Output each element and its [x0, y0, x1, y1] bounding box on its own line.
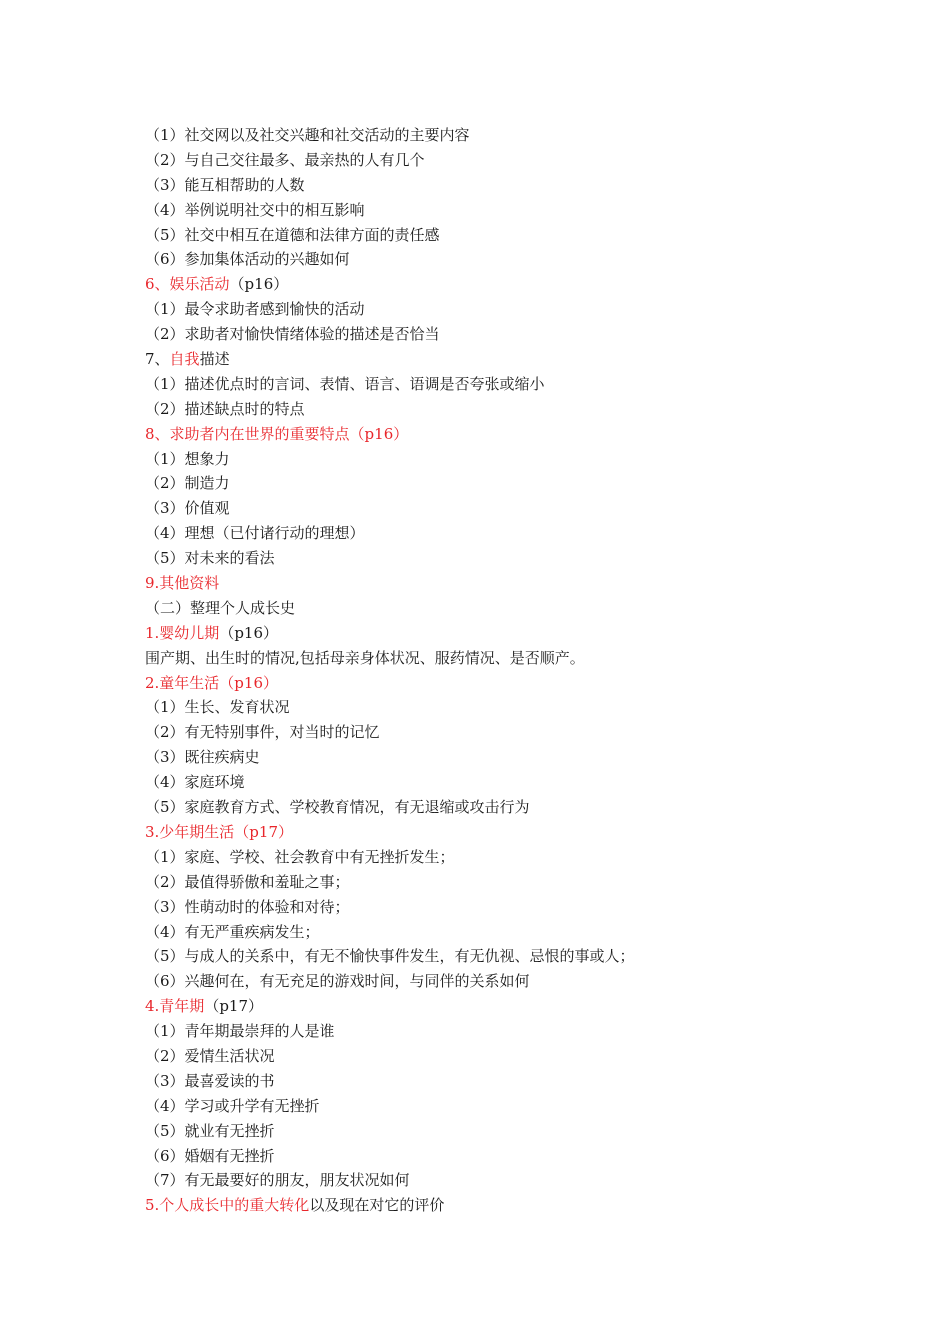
body-text: （3）价值观	[145, 499, 230, 518]
text-line	[145, 223, 845, 248]
body-text: （5）对未来的看法	[145, 549, 275, 568]
text-line	[145, 1044, 845, 1069]
body-text: 围产期、出生时的情况,包括母亲身体状况、服药情况、是否顺产。	[145, 648, 585, 667]
body-text: （1）青年期最崇拜的人是谁	[145, 1022, 335, 1041]
text-line	[145, 745, 845, 770]
heading-text: 8、求助者内在世界的重要特点（p16）	[145, 424, 409, 443]
body-text: （4）家庭环境	[145, 773, 245, 792]
text-line	[145, 1119, 845, 1144]
text-line	[145, 148, 845, 173]
text-line	[145, 596, 845, 621]
heading-text: 5.个人成长中的重大转化	[145, 1196, 310, 1215]
body-text: （4）理想（已付诸行动的理想）	[145, 524, 365, 543]
heading-text: 3.少年期生活（p17）	[145, 822, 294, 841]
body-text: （4）举例说明社交中的相互影响	[145, 200, 365, 219]
body-text: 描述	[199, 350, 230, 369]
body-text: （2）与自己交往最多、最亲热的人有几个	[145, 150, 425, 169]
text-line	[145, 720, 845, 745]
text-line	[145, 845, 845, 870]
text-line	[145, 994, 845, 1019]
text-line	[145, 272, 845, 297]
body-text: （p17）	[204, 997, 264, 1016]
text-line	[145, 944, 845, 969]
text-line	[145, 1144, 845, 1169]
heading-text: 4.青年期	[145, 997, 205, 1016]
text-line	[145, 695, 845, 720]
text-line	[145, 1069, 845, 1094]
body-text: （6）参加集体活动的兴趣如何	[145, 250, 350, 269]
heading-text: 1.婴幼儿期	[145, 623, 220, 642]
body-text: （5）就业有无挫折	[145, 1121, 275, 1140]
body-text: （1）最令求助者感到愉快的活动	[145, 300, 365, 319]
body-text: （2）最值得骄傲和羞耻之事；	[145, 872, 350, 891]
text-line	[145, 521, 845, 546]
text-line	[145, 422, 845, 447]
body-text: （2）爱情生活状况	[145, 1046, 275, 1065]
text-line	[145, 1193, 845, 1218]
body-text: （5）与成人的关系中，有无不愉快事件发生，有无仇视、忌恨的事或人；	[145, 947, 635, 966]
body-text: （p16）	[229, 275, 289, 294]
text-line	[145, 173, 845, 198]
body-text: （1）生长、发育状况	[145, 698, 290, 717]
body-text: （1）家庭、学校、社会教育中有无挫折发生；	[145, 847, 455, 866]
body-text: （p16）	[219, 623, 279, 642]
text-line	[145, 1019, 845, 1044]
body-text: （二）整理个人成长史	[145, 598, 296, 617]
text-line	[145, 1094, 845, 1119]
body-text: （4）学习或升学有无挫折	[145, 1096, 320, 1115]
heading-text: 2.童年生活（p16）	[145, 673, 279, 692]
body-text: 7、	[145, 350, 170, 369]
text-line	[145, 397, 845, 422]
text-line	[145, 1168, 845, 1193]
text-line	[145, 546, 845, 571]
body-text: （3）既往疾病史	[145, 748, 260, 767]
body-text: （3）能互相帮助的人数	[145, 175, 305, 194]
body-text: （4）有无严重疾病发生；	[145, 922, 320, 941]
body-text: （2）制造力	[145, 474, 230, 493]
text-line	[145, 247, 845, 272]
text-line	[145, 621, 845, 646]
text-line	[145, 969, 845, 994]
text-line	[145, 870, 845, 895]
text-line	[145, 447, 845, 472]
text-line	[145, 795, 845, 820]
heading-text: 自我	[169, 350, 200, 369]
body-text: （1）想象力	[145, 449, 230, 468]
body-text: （1）描述优点时的言词、表情、语言、语调是否夸张或缩小	[145, 374, 545, 393]
text-line	[145, 671, 845, 696]
body-text: （6）婚姻有无挫折	[145, 1146, 275, 1165]
body-text: （5）社交中相互在道德和法律方面的责任感	[145, 225, 440, 244]
text-line	[145, 895, 845, 920]
text-line	[145, 820, 845, 845]
body-text: （2）有无特别事件，对当时的记忆	[145, 723, 380, 742]
document-page	[145, 123, 845, 1218]
text-line	[145, 646, 845, 671]
body-text: （2）求助者对愉快情绪体验的描述是否恰当	[145, 325, 440, 344]
text-line	[145, 471, 845, 496]
text-line	[145, 496, 845, 521]
text-line	[145, 372, 845, 397]
body-text: （6）兴趣何在，有无充足的游戏时间，与同伴的关系如何	[145, 972, 530, 991]
text-line	[145, 322, 845, 347]
body-text: （5）家庭教育方式、学校教育情况，有无退缩或攻击行为	[145, 798, 530, 817]
body-text: （3）最喜爱读的书	[145, 1071, 275, 1090]
text-line	[145, 123, 845, 148]
text-line	[145, 920, 845, 945]
text-line	[145, 297, 845, 322]
heading-text: 9.其他资料	[145, 574, 220, 593]
body-text: 以及现在对它的评价	[309, 1196, 445, 1215]
body-text: （7）有无最要好的朋友，朋友状况如何	[145, 1171, 410, 1190]
text-line	[145, 770, 845, 795]
body-text: （3）性萌动时的体验和对待；	[145, 897, 350, 916]
body-text: （2）描述缺点时的特点	[145, 399, 305, 418]
text-line	[145, 198, 845, 223]
text-line	[145, 347, 845, 372]
body-text: （1）社交网以及社交兴趣和社交活动的主要内容	[145, 126, 470, 144]
heading-text: 6、娱乐活动	[145, 275, 230, 294]
text-line	[145, 571, 845, 596]
